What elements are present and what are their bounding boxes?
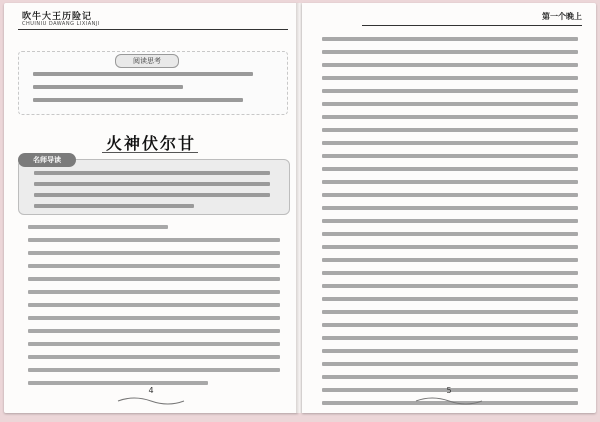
reading-questions-box — [18, 51, 288, 115]
book-spread — [4, 3, 596, 415]
running-header-right — [362, 11, 582, 25]
left-page — [4, 3, 298, 413]
book-title: 吹牛大王历险记 — [22, 12, 93, 22]
reading-questions-tag: 阅读思考 — [115, 54, 179, 68]
intro-lines — [34, 171, 278, 215]
page-number-right: 5 — [446, 386, 452, 395]
left-body-lines — [28, 225, 284, 394]
book-pinyin: CHUINIU DAWANG LIXIANJI — [22, 21, 100, 27]
right-page — [302, 3, 596, 413]
reading-questions-lines — [33, 72, 273, 111]
header-rule — [18, 29, 288, 30]
page-footer-ornament-left — [116, 393, 186, 407]
right-body-lines — [322, 37, 578, 413]
header-rule-right — [362, 25, 582, 26]
running-header — [18, 9, 288, 39]
intro-badge: 名师导读 — [18, 153, 76, 167]
page-footer-ornament-right — [414, 393, 484, 407]
title-rule — [102, 152, 198, 153]
page-number-left: 4 — [148, 386, 154, 395]
chapter-label: 第一个晚上 — [542, 12, 582, 21]
chapter-title: 火神伏尔甘 — [105, 134, 196, 153]
